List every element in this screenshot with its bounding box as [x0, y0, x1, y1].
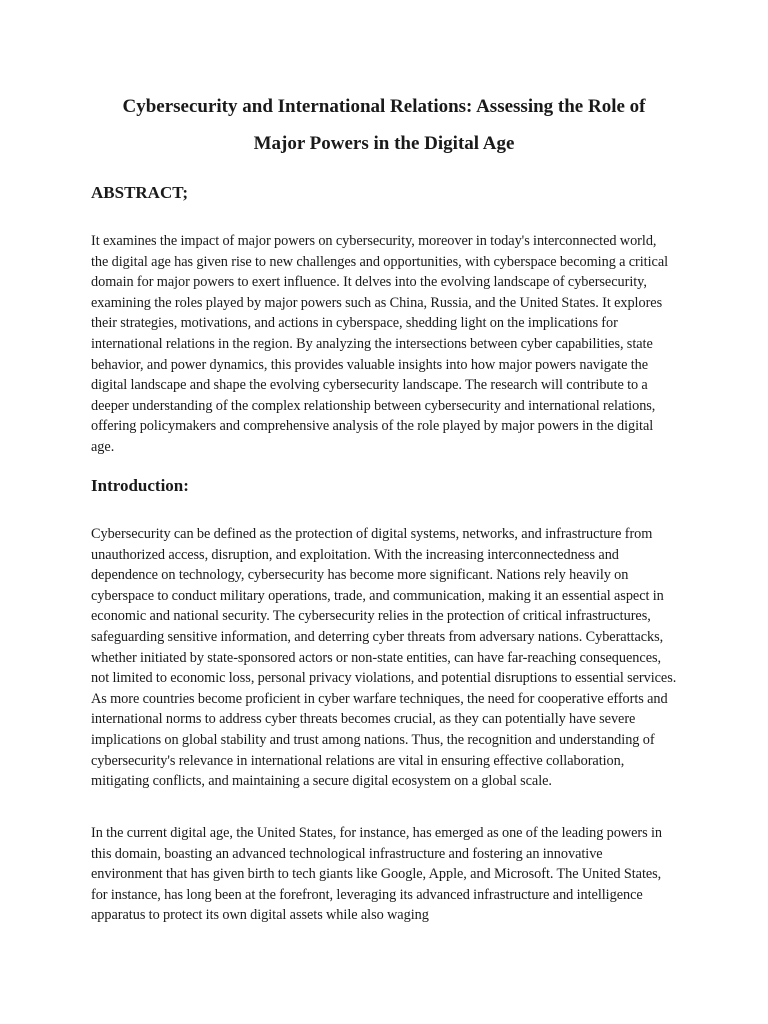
- introduction-paragraph-2: In the current digital age, the United States, for instance, has emerged as one of the leading powers in this domain, boasting an advanced technological infrastructure and fostering an innovative environment that has given birth to tech giants like Google, Apple, and Microsoft. The United States, for instance, has long been at the forefront, leveraging its advanced infrastructure and intelligence apparatus to protect its own digital assets while also waging: [91, 825, 662, 924]
- introduction-paragraph-1: Cybersecurity can be defined as the protection of digital systems, networks, and infrastructure from unauthorized access, disruption, and exploitation. With the increasing interconnectedness and dependence on technology, cybersecurity has become more significant. Nations rely heavily on cyberspace to conduct military operations, trade, and communication, making it an essential aspect in economic and national security. The cybersecurity relies in the protection of critical infrastructures, safeguarding sensitive information, and deterring cyber threats from adversary nations. Cyberattacks, whether initiated by state-sponsored actors or non-state entities, can have far-reaching consequences, not limited to economic loss, personal privacy violations, and potential disruptions to essential services. As more countries become proficient in cyber warfare techniques, the need for cooperative efforts and international norms to address cyber threats becomes crucial, as they can potentially have severe implications on global stability and trust among nations. Thus, the recognition and understanding of cybersecurity's relevance in international relations are vital in ensuring effective collaboration, mitigating conflicts, and maintaining a secure digital ecosystem on a global scale.: [91, 526, 677, 790]
- introduction-heading: Introduction:: [91, 476, 189, 495]
- document-title-line-1: Cybersecurity and International Relations: Assessing the Role of: [122, 96, 646, 117]
- document-title-line-2: Major Powers in the Digital Age: [253, 133, 515, 154]
- document-title: [80, 88, 688, 162]
- abstract-heading: ABSTRACT;: [91, 183, 188, 202]
- abstract-paragraph: It examines the impact of major powers on cybersecurity, moreover in today's interconnected world, the digital age has given rise to new challenges and opportunities, with cyberspace becoming a critical domain for major powers to exert influence. It delves into the evolving landscape of cybersecurity, examining the roles played by major powers such as China, Russia, and the United States. It explores their strategies, motivations, and actions in cyberspace, shedding light on the implications for international relations in the region. By analyzing the intersections between cyber capabilities, state behavior, and power dynamics, this provides valuable insights into how major powers navigate the digital landscape and shape the evolving cybersecurity landscape. The research will contribute to a deeper understanding of the complex relationship between cybersecurity and international relations, offering policymakers and comprehensive analysis of the role played by major powers in the digital age.: [91, 233, 669, 455]
